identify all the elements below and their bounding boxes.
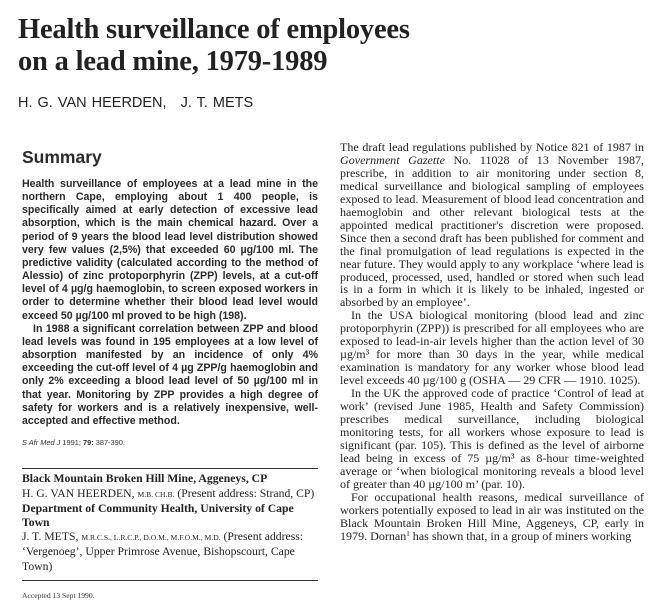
person-name: H. G. VAN HEERDEN, — [22, 486, 135, 500]
summary-abstract — [22, 178, 318, 428]
body-paragraph — [340, 491, 644, 543]
citation-pages: 387-390. — [95, 437, 125, 447]
person-note: (Present address: Strand, CP) — [177, 486, 315, 500]
divider-rule — [22, 468, 318, 470]
affiliation-person — [22, 487, 318, 502]
citation-year: 1991; — [62, 437, 81, 447]
article-body — [340, 141, 644, 543]
body-paragraph: In the USA biological monitoring (blood lead and zinc protoporphyrin (ZPP)) is prescribed for all employees who are exposed to lead-in-air levels higher than the action level of 30 µg/m³ for more than 30 days in the year, while medical examination is mandatory for any worker whose blood lead level exceeds 40 µg/100 g (OSHA — 29 CFR — 1910. 1025). — [340, 308, 644, 388]
body-text-run: has shown that, in a group of miners working — [409, 528, 632, 543]
journal-citation — [22, 438, 318, 448]
person-degrees: M.R.C.S., L.R.C.P., D.O.M., M.F.O.M., M.D. — [81, 533, 221, 543]
summary-heading: Summary — [22, 147, 102, 167]
affiliation-org: Black Mountain Broken Hill Mine, Aggeneys, CP — [22, 472, 268, 486]
reference-marker[interactable]: 1 — [406, 529, 410, 538]
article-title — [18, 14, 578, 78]
divider-rule — [22, 580, 318, 582]
affiliation-person — [22, 530, 318, 574]
body-text-run: For occupational health reasons, medical surveillance of workers potentially exposed to lead in air was instituted on the Black Mountain Broken Hill Mine, Aggeneys, CP, early in 1979. Dornan — [340, 489, 644, 543]
accepted-date: Accepted 13 Sept 1990. — [22, 591, 95, 601]
body-paragraph — [340, 141, 644, 309]
affiliation-org: Department of Community Health, University of Cape Town — [22, 501, 294, 530]
abstract-paragraph: In 1988 a significant correlation between ZPP and blood lead levels was found in 195 employees at a low level of absorption manifested by an incidence of only 4% exceeding the cut-off level of 4 µg ZPP/g haemoglobin and only 2% exceeding a blood lead level of 50 µg/100 ml in that year. Monitoring by ZPP provides a high degree of safety for workers and is a relatively inexpensive, well-accepted and effective method. — [22, 322, 318, 427]
journal-name: S Afr Med J — [22, 437, 61, 447]
gazette-title: Government Gazette — [340, 152, 445, 167]
citation-volume: 79: — [82, 437, 94, 447]
person-degrees: M.B. CH.B. — [137, 489, 175, 499]
author-name: H. G. VAN HEERDEN, — [18, 95, 167, 111]
abstract-paragraph: Health surveillance of employees at a lead mine in the northern Cape, employing about 1 400 people, is specifically aimed at early detection of excessive lead absorption, which is the main chemical hazard. Over a period of 9 years the blood lead level distribution showed very few values (2,5%) that exceeded 60 µg/100 ml. The predictive validity (calculated according to the method of Alessio) of zinc protoporphyrin (ZPP) levels, at a cut-off level of 4 µg/g haemoglobin, to screen exposed workers in order to determine whether their blood lead level would exceed 50 µg/100 ml proved to be high (198). — [22, 178, 318, 322]
author-list — [18, 95, 253, 111]
person-note: (Present address: ‘Vergenoeg’, Upper Primrose Avenue, Bishopscourt, Cape Town) — [22, 530, 304, 573]
author-affiliations — [22, 472, 318, 573]
author-name: J. T. METS — [180, 95, 254, 111]
body-text-run: No. 11028 of 13 November 1987, prescribe, in addition to air monitoring under section 8, medical surveillance and biological sampling of employees exposed to lead. Measurement of blood lead concentration and haemoglobin and other relevant biological tests at the appointed medical practitioner's discretion were proposed. Since then a second draft has been published for comment and the final promulgation of lead regulations is expected in the near future. They would apply to any workplace ‘where lead is produced, processed, used, handled or stored when such lead is in a form in which it is likely to be inhaled, ingested or absorbed by an employee’. — [340, 152, 644, 310]
body-paragraph: In the UK the approved code of practice ‘Control of lead at work’ (revised June 1985, Health and Safety Commission) prescribes medical surveillance, including biological monitoring tests, for all workers whose exposure to lead is significant (par. 105). This is defined as the level of airborne lead being in excess of 75 µg/m³ as 8-hour time-weighted average or ‘when biological monitoring reveals a blood level of greater than 40 µg/100 m’ (par. 10). — [340, 386, 644, 491]
left-column — [22, 146, 318, 601]
title-line-1: Health surveillance of employees — [18, 14, 410, 45]
title-line-2: on a lead mine, 1979-1989 — [18, 46, 328, 77]
body-text-run: The draft lead regulations published by Notice 821 of 1987 in — [340, 140, 644, 154]
person-name: J. T. METS, — [22, 530, 79, 544]
